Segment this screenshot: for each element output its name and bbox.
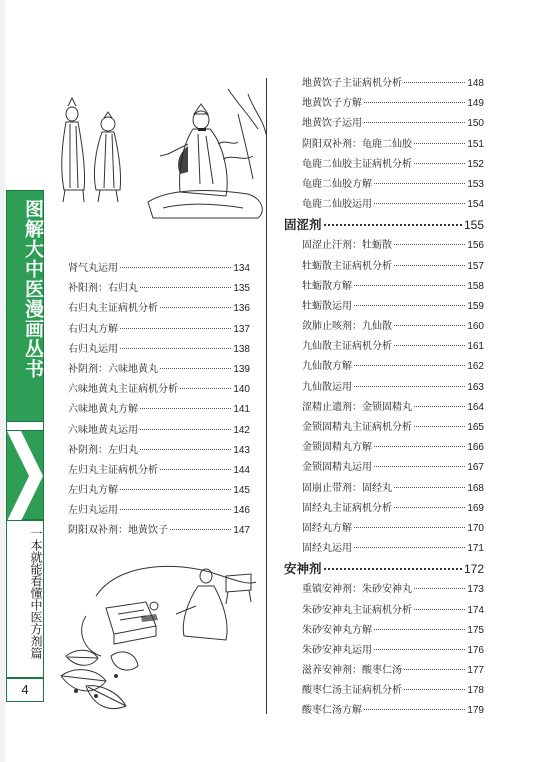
toc-entry[interactable]: 六味地黄丸运用 142 (68, 424, 250, 436)
toc-entry[interactable]: 固涩止汗剂：牡蛎散 156 (302, 240, 484, 252)
toc-section-heading[interactable]: 安神剂 172 (284, 561, 484, 577)
toc-entry[interactable]: 龟鹿二仙胶运用 154 (302, 199, 484, 211)
toc-entry[interactable]: 补阴剂：左归丸 143 (68, 444, 250, 456)
toc-entry[interactable]: 地黄饮子运用 150 (302, 118, 484, 130)
toc-entry[interactable]: 右归丸主证病机分析 136 (68, 303, 250, 315)
toc-entry[interactable]: 固经丸运用 171 (302, 543, 484, 555)
toc-entry[interactable]: 金锁固精丸运用 167 (302, 462, 484, 474)
spine-arrow-block (6, 430, 44, 520)
toc-entry[interactable]: 九仙散主证病机分析 161 (302, 341, 484, 353)
toc-entry[interactable]: 阴阳双补剂：地黄饮子 147 (68, 525, 250, 537)
toc-entry[interactable]: 左归丸主证病机分析 144 (68, 464, 250, 476)
toc-entry[interactable]: 固经丸方解 170 (302, 522, 484, 534)
series-banner (6, 190, 44, 422)
toc-entry[interactable]: 牡蛎散主证病机分析 157 (302, 260, 484, 272)
toc-entry[interactable]: 九仙散方解 162 (302, 361, 484, 373)
toc-entry[interactable]: 龟鹿二仙胶主证病机分析 152 (302, 158, 484, 170)
toc-entry[interactable]: 金锁固精丸主证病机分析 165 (302, 422, 484, 433)
toc-entry[interactable]: 滋养安神剂：酸枣仁汤 177 (302, 665, 484, 677)
toc-entry[interactable]: 酸枣仁汤主证病机分析 178 (302, 685, 484, 697)
toc-entry[interactable]: 金锁固精丸方解 166 (302, 442, 484, 454)
toc-entry[interactable]: 左归丸方解 145 (68, 485, 250, 497)
toc-entry[interactable]: 地黄饮子方解 149 (302, 98, 484, 110)
column-divider (266, 78, 267, 714)
toc-section-heading[interactable]: 固涩剂 155 (284, 217, 484, 233)
toc-entry[interactable]: 右归丸方解 137 (68, 323, 250, 335)
toc-entry[interactable]: 固经丸主证病机分析 169 (302, 502, 484, 514)
spine-gap (6, 422, 44, 430)
toc-entry[interactable]: 朱砂安神丸运用 176 (302, 644, 484, 656)
toc-entry[interactable]: 固崩止带剂：固经丸 168 (302, 482, 484, 494)
toc-entry[interactable]: 酸枣仁汤方解 179 (302, 705, 484, 717)
toc-entry[interactable]: 阴阳双补剂：龟鹿二仙胶 151 (302, 138, 484, 150)
toc-entry[interactable]: 朱砂安神丸方解 175 (302, 624, 484, 636)
toc-entry[interactable]: 肾气丸运用 134 (68, 263, 250, 274)
toc-entry[interactable]: 敛肺止咳剂：九仙散 160 (302, 321, 484, 333)
toc-entry[interactable]: 右归丸运用 138 (68, 343, 250, 355)
page-number: 4 (6, 678, 44, 702)
toc-left-column (68, 259, 250, 542)
toc-entry[interactable]: 牡蛎散方解 158 (302, 280, 484, 292)
sub-title-box (6, 520, 44, 678)
toc-entry[interactable]: 重镇安神剂：朱砂安神丸 173 (302, 584, 484, 596)
toc-entry[interactable]: 朱砂安神丸主证病机分析 174 (302, 604, 484, 616)
toc-entry[interactable]: 牡蛎散运用 159 (302, 300, 484, 312)
toc-entry[interactable]: 九仙散运用 163 (302, 381, 484, 393)
sub-title: 一本就能看懂中医方剂篇 (29, 527, 43, 659)
scholars-illustration (48, 84, 268, 224)
toc-entry[interactable]: 六味地黄丸方解 141 (68, 404, 250, 416)
toc-entry[interactable]: 地黄饮子主证病机分析 148 (302, 78, 484, 89)
toc-entry[interactable]: 龟鹿二仙胶方解 153 (302, 178, 484, 190)
toc-entry[interactable]: 六味地黄丸主证病机分析 140 (68, 384, 250, 396)
toc-entry[interactable]: 涩精止遗剂：金锁固精丸 164 (302, 401, 484, 413)
toc-right-column (284, 74, 484, 722)
toc-entry[interactable]: 左归丸运用 146 (68, 505, 250, 517)
book-spine (0, 190, 48, 708)
arrow-icon (7, 431, 45, 521)
series-title: 图解大中医漫画丛书 (22, 199, 44, 379)
scholar-herbs-illustration (56, 556, 261, 718)
toc-entry[interactable]: 补阴剂：六味地黄丸 139 (68, 363, 250, 375)
toc-entry[interactable]: 补阳剂：右归丸 135 (68, 283, 250, 295)
